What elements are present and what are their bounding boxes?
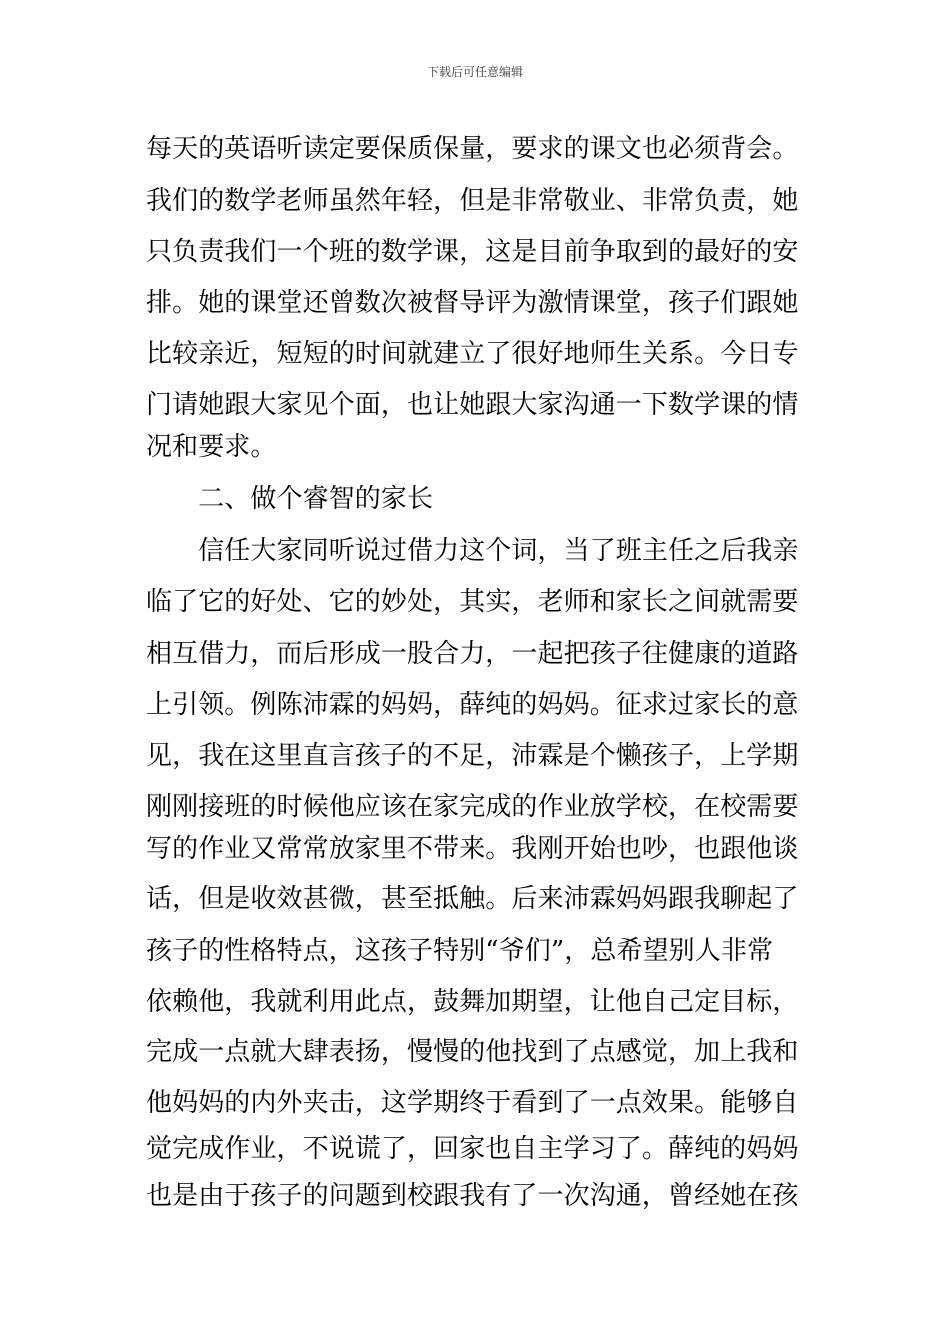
text-line: 也是由于孩子的问题到校跟我有了一次沟通，曾经她在孩 bbox=[146, 1181, 799, 1211]
section-heading: 二、做个睿智的家长 bbox=[146, 484, 434, 514]
text-line: 依赖他，我就利用此点，鼓舞加期望，让他自己定目标， bbox=[146, 987, 799, 1017]
text-line: 上引领。例陈沛霖的妈妈，薛纯的妈妈。征求过家长的意 bbox=[146, 690, 799, 720]
text-line: 只负责我们一个班的数学课，这是目前争取到的最好的安 bbox=[146, 237, 799, 267]
text-line: 况和要求。 bbox=[146, 432, 277, 462]
text-line: 我们的数学老师虽然年轻，但是非常敬业、非常负责，她 bbox=[146, 186, 799, 216]
text-line: 写的作业又常常放家里不带来。我刚开始也吵，也跟他谈 bbox=[146, 834, 799, 864]
text-line: 比较亲近，短短的时间就建立了很好地师生关系。今日专 bbox=[146, 339, 799, 369]
page-header: 下载后可任意编辑 bbox=[426, 65, 523, 79]
text-line: 信任大家同听说过借力这个词，当了班主任之后我亲 bbox=[146, 536, 799, 566]
text-line: 临了它的好处、它的妙处，其实，老师和家长之间就需要 bbox=[146, 587, 799, 617]
text-line: 完成一点就大肆表扬，慢慢的他找到了点感觉，加上我和 bbox=[146, 1037, 799, 1067]
text-line: 话，但是收效甚微，甚至抵触。后来沛霖妈妈跟我聊起了 bbox=[146, 884, 799, 914]
text-line: 相互借力，而后形成一股合力，一起把孩子往健康的道路 bbox=[146, 639, 799, 669]
text-line: 门请她跟大家见个面，也让她跟大家沟通一下数学课的情 bbox=[146, 390, 799, 420]
text-line: 孩子的性格特点，这孩子特别“爷们”，总希望别人非常 bbox=[146, 936, 774, 966]
text-line: 刚刚接班的时候他应该在家完成的作业放学校，在校需要 bbox=[146, 792, 799, 822]
text-line: 他妈妈的内外夹击，这学期终于看到了一点效果。能够自 bbox=[146, 1088, 799, 1118]
text-line: 见，我在这里直言孩子的不足，沛霖是个懒孩子，上学期 bbox=[146, 741, 799, 771]
text-line: 排。她的课堂还曾数次被督导评为激情课堂，孩子们跟她 bbox=[146, 288, 799, 318]
text-line: 觉完成作业，不说谎了，回家也自主学习了。薛纯的妈妈 bbox=[146, 1134, 799, 1164]
text-line: 每天的英语听读定要保质保量，要求的课文也必须背会。 bbox=[146, 134, 799, 164]
